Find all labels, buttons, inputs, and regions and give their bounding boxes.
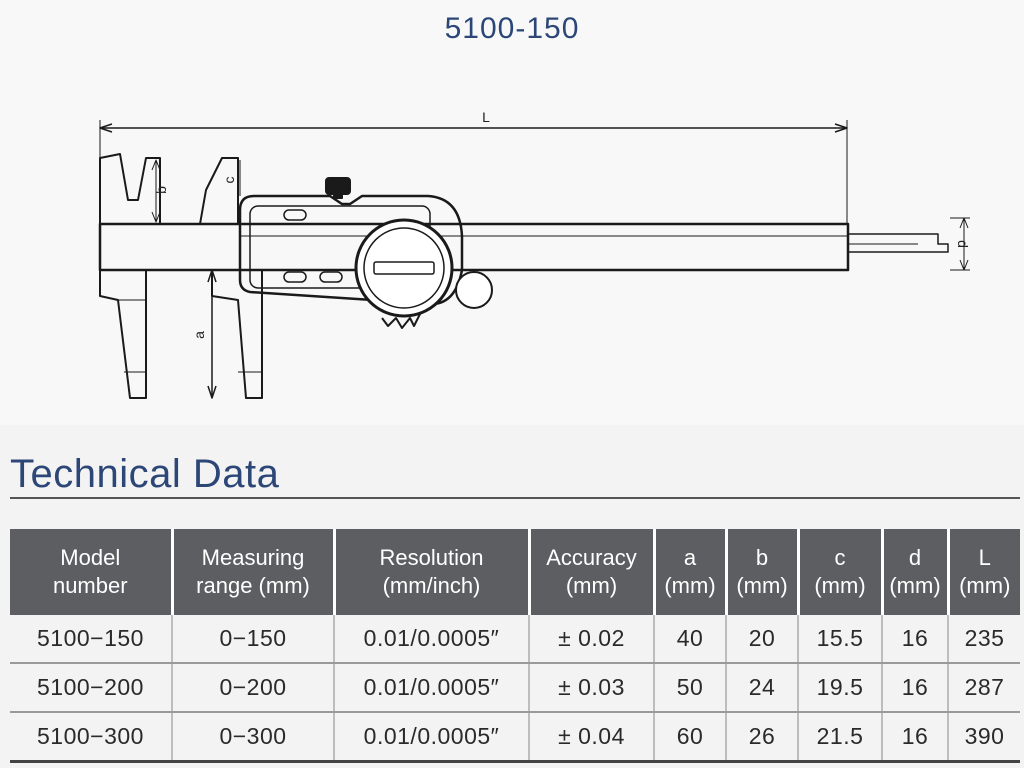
cell-a: 40 <box>654 615 726 663</box>
header-b: b (mm) <box>726 529 798 615</box>
label-L: L <box>482 109 490 125</box>
depth-rod <box>848 234 948 252</box>
cell-model: 5100−150 <box>10 615 172 663</box>
cell-model: 5100−300 <box>10 712 172 762</box>
header-resolution: Resolution (mm/inch) <box>334 529 529 615</box>
header-accuracy: Accuracy (mm) <box>529 529 654 615</box>
fixed-upper-jaw <box>100 154 160 224</box>
dimension-L <box>100 120 847 224</box>
section-divider <box>10 497 1020 499</box>
table-row <box>10 712 1020 762</box>
header-a: a (mm) <box>654 529 726 615</box>
header-model-number: Model number <box>10 529 172 615</box>
table-row <box>10 615 1020 663</box>
cell-range: 0−150 <box>172 615 334 663</box>
cell-accuracy: ± 0.02 <box>529 615 654 663</box>
cell-accuracy: ± 0.03 <box>529 663 654 712</box>
cell-model: 5100−200 <box>10 663 172 712</box>
cell-L: 390 <box>948 712 1020 762</box>
cell-resolution: 0.01/0.0005″ <box>334 663 529 712</box>
cell-a: 60 <box>654 712 726 762</box>
label-d: d <box>955 240 971 248</box>
header-L: L (mm) <box>948 529 1020 615</box>
cell-b: 24 <box>726 663 798 712</box>
cell-range: 0−300 <box>172 712 334 762</box>
section-title: Technical Data <box>10 452 280 496</box>
technical-data-table <box>10 529 1020 763</box>
header-c: c (mm) <box>798 529 882 615</box>
cell-a: 50 <box>654 663 726 712</box>
dimension-a <box>208 270 216 398</box>
header-measuring-range: Measuring range (mm) <box>172 529 334 615</box>
cell-b: 26 <box>726 712 798 762</box>
cell-accuracy: ± 0.04 <box>529 712 654 762</box>
cell-c: 15.5 <box>798 615 882 663</box>
cell-c: 21.5 <box>798 712 882 762</box>
cell-d: 16 <box>882 615 948 663</box>
label-c: c <box>221 176 237 184</box>
cell-range: 0−200 <box>172 663 334 712</box>
fixed-lower-jaw <box>100 270 146 398</box>
main-beam <box>100 224 848 270</box>
header-d: d (mm) <box>882 529 948 615</box>
table-row <box>10 663 1020 712</box>
cell-d: 16 <box>882 663 948 712</box>
sliding-lower-jaw <box>212 270 262 398</box>
cell-d: 16 <box>882 712 948 762</box>
sliding-upper-jaw <box>200 158 238 224</box>
cell-L: 235 <box>948 615 1020 663</box>
cell-resolution: 0.01/0.0005″ <box>334 615 529 663</box>
label-b: b <box>153 186 169 194</box>
cell-b: 20 <box>726 615 798 663</box>
cell-L: 287 <box>948 663 1020 712</box>
table-header-row <box>10 529 1020 615</box>
model-title: 5100-150 <box>444 12 580 45</box>
label-a: a <box>191 331 207 339</box>
cell-c: 19.5 <box>798 663 882 712</box>
cell-resolution: 0.01/0.0005″ <box>334 712 529 762</box>
